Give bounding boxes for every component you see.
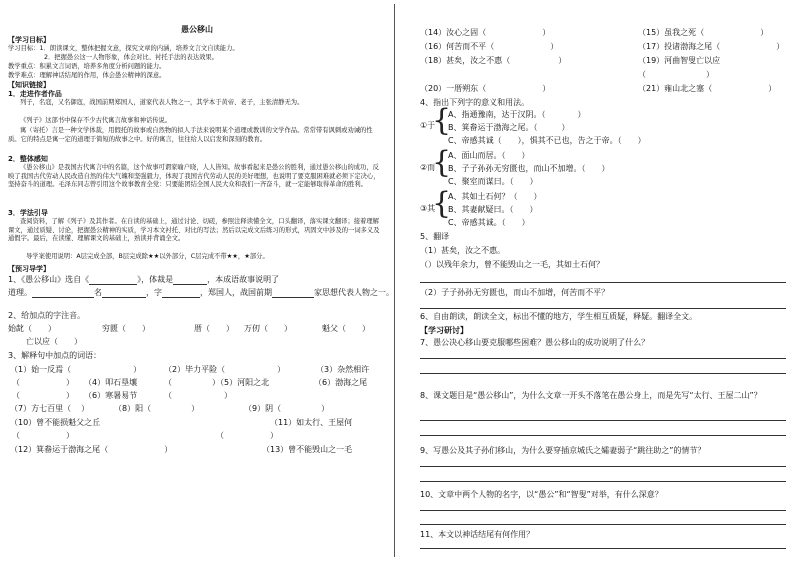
q11: 11、本文以神话结尾有何作用？	[420, 530, 535, 539]
word-item: （10）曾不能损魁父之丘	[10, 418, 101, 427]
usage-item[interactable]: C、帝感其诚（ ），惧其不已也，告之于帝。（ ）	[448, 136, 646, 145]
word-item: （9）阴（ ）	[244, 404, 330, 413]
word-item: （3）杂然相许	[316, 365, 370, 374]
word-item: （1）始一反焉（ ）	[10, 365, 142, 374]
pinyin-item[interactable]: 穷匮（ ）	[102, 324, 150, 333]
usage-item[interactable]: A、其如土石何？（ ）	[448, 192, 542, 201]
q5-heading: 5、翻译	[420, 232, 450, 241]
study-header: 【学习研讨】	[420, 326, 468, 335]
q7: 7、愚公决心移山要克服哪些困难？愚公移山的成功说明了什么？	[420, 338, 650, 347]
answer-line[interactable]	[420, 435, 786, 436]
blank-name[interactable]	[102, 289, 146, 298]
answer-line[interactable]	[420, 373, 786, 374]
q6: 6、自由朗读，朗读全文，标出不懂的地方，学生相互质疑，释疑。翻译全文。	[420, 312, 698, 321]
brace-icon: {	[432, 103, 452, 138]
preview-q2: 2、给加点的字注音。	[8, 311, 86, 320]
word-item: （17）投诸渤海之尾（ ）	[638, 42, 785, 51]
brace-icon: {	[432, 145, 452, 180]
word-item: （18）甚矣，汝之不惠（ ）	[420, 56, 567, 65]
page-title: 愚公移山	[181, 25, 213, 34]
usage-item[interactable]: A、指通豫南，达于汉阴。（ ）	[448, 110, 586, 119]
word-item: （19）河曲智叟亡以应	[638, 56, 721, 65]
column-divider	[394, 4, 395, 557]
translate-2: （2）子子孙孙无穷匮也，而山不加增，何苦而不平？	[420, 288, 610, 297]
preview-q1-line1: 1、《愚公移山》选自《 》，体裁是 ，本成语故事说明了	[8, 275, 280, 284]
usage-item[interactable]: A、面山而居。（ ）	[448, 151, 530, 160]
answer-slot[interactable]: （ ）	[12, 378, 74, 387]
word-item: （11）如太行、王屋何	[270, 418, 353, 427]
word-item: （4）叩石垦壤	[84, 378, 138, 387]
answer-slot[interactable]: （ ）	[12, 431, 74, 440]
preview-q1-line2: 道理。 名 ，字 ，郑国人，战国前期 家思想代表人物之一。	[8, 288, 394, 297]
word-item: （16）何苦而不平（ ）	[420, 42, 559, 51]
answer-line[interactable]	[420, 282, 786, 283]
answer-line[interactable]	[420, 524, 786, 525]
word-item: （7）方七百里（ ）	[10, 404, 90, 413]
word-item: （21）雍山北之塞（ ）	[638, 84, 777, 93]
word-item: （14）汝心之固（ ）	[420, 28, 551, 37]
links-section-3: 3．学法引导	[8, 209, 48, 217]
preview-q3: 3、解释句中加点的词语：	[8, 351, 102, 360]
goals-line-2: 2．把握愚公这一人物形象，体会对比、衬托手法的表达效果。	[44, 54, 219, 61]
answer-slot[interactable]: （ ）	[638, 70, 714, 79]
group-label-er: ②而	[420, 163, 436, 172]
blank-genre[interactable]	[173, 276, 207, 285]
goals-key-point: 教学重点：积累文言词语，培养多角度分析问题的能力。	[8, 63, 166, 70]
fable-paragraph: 寓（寄托）言是一种文学体裁，用假托的故事或自然物的拟人手法来说明某个道理或教训的文学作品。常常带有讽刺或劝诫的性质。它的特点是寓一定的道理于简短的故事之中。好的寓言，往往给人以启发和深刻的教育。	[8, 127, 373, 143]
translate-1: （1）甚矣，汝之不惠。	[420, 246, 506, 255]
blank-lesson[interactable]	[32, 289, 94, 298]
usage-guide: 导学案使用说明：A层完成全部，B层完成除★★以外部分，C层完成不带★★，★部分。	[26, 253, 269, 260]
author-paragraph: 列子，名寇，又名御寇，战国前期郑国人，道家代表人物之一，其学本于黄帝、老子，主张清静无为。	[20, 99, 304, 106]
word-item: （6）寒暑易节	[84, 391, 138, 400]
links-header: 【知识链接】	[8, 81, 50, 89]
word-item: （12）箕畚运于渤海之尾（ ）	[10, 445, 173, 454]
answer-line[interactable]	[420, 466, 786, 467]
blank-source[interactable]	[89, 276, 137, 285]
pinyin-item[interactable]: 厝（ ）	[194, 324, 234, 333]
answer-slot[interactable]: （ ）	[216, 431, 278, 440]
overview-paragraph: 《愚公移山》是我国古代寓言中的名篇，这个故事可谓家喻户晓，人人皆知。故事看起来是愚公的胜利，通过愚公移山的成功，反映了我国古代劳动人民改造自然的伟大气魄和坚强毅力，体现了我国古代劳动人民的美好理想，也说明了要克服困难就必须下定决心，坚持奋斗的道理。毛泽东同志曾引用这个故事教育全党：只要能团结全国人民大众和我们一齐奋斗，就一定能够取得革命的胜利。	[8, 164, 380, 189]
blank-school[interactable]	[272, 289, 314, 298]
translate-1b: （）以残年余力，曾不能毁山之一毛，其如土石何？	[420, 260, 604, 269]
links-section-1: 1．走进作者作品	[8, 90, 62, 98]
answer-line[interactable]	[420, 481, 786, 482]
answer-line[interactable]	[420, 420, 786, 421]
goals-header: 【学习目标】	[8, 36, 50, 44]
answer-line[interactable]	[420, 358, 786, 359]
word-item: （15）虽我之死（ ）	[638, 28, 769, 37]
method-paragraph: 查阅资料，了解《列子》及其作者。在自读的基础上，通过讨论、切磋，参照注释读懂全文，口头翻译，落实课文翻译；接着理解课文，通过质疑、讨论，把握愚公精神的实质，学习本文衬托、对比的写法；然后以完成文后练习的形式，巩固文中涉及的一词多义及通假字。最后，在读懂、理解课文的基础上，熟读并背诵全文。	[8, 218, 380, 243]
usage-item[interactable]: C、聚室而谋曰。（ ）	[448, 177, 538, 186]
q9: 9、写愚公及其子孙们移山，为什么要穿插京城氏之孀妻弱子“跳往助之”的情节？	[420, 446, 706, 455]
links-section-2: 2．整体感知	[8, 155, 48, 163]
answer-slot[interactable]: （ ）	[164, 391, 232, 400]
usage-item[interactable]: B、子子孙孙无穷匮也，而山不加增。（ ）	[448, 164, 610, 173]
q10: 10、文章中两个人物的名字，以“愚公”和“智叟”对举，有什么深意？	[420, 490, 663, 499]
group-label-qi: ③其	[420, 204, 436, 213]
pinyin-item[interactable]: 万仞（ ）	[244, 324, 292, 333]
pinyin-item[interactable]: 亡以应（ ）	[26, 337, 82, 346]
preview-header: 【预习导学】	[8, 265, 50, 273]
usage-item[interactable]: B、其妻献疑曰。（ ）	[448, 205, 538, 214]
brace-icon: {	[432, 186, 452, 221]
answer-slot[interactable]: （ ）	[12, 391, 74, 400]
group-label-yu: ①于	[420, 121, 436, 130]
pinyin-item[interactable]: 魁父（ ）	[322, 324, 370, 333]
q4-heading: 4、指出下列字的意义和用法。	[420, 98, 530, 107]
q8: 8、课文题目是“愚公移山”，为什么文章一开头不落笔在愚公身上，而是先写“太行、王屋二山”？	[420, 391, 762, 400]
book-paragraph: 《列子》这部书中保存不少古代寓言故事和神话传说。	[20, 117, 172, 124]
word-item: （2）毕力平险（ ）	[164, 365, 286, 374]
usage-item[interactable]: B、箕畚运于渤海之尾。（ ）	[448, 123, 570, 132]
word-item: （13）曾不能毁山之一毛	[262, 445, 353, 454]
usage-item[interactable]: C、帝感其诚。（ ）	[448, 218, 530, 227]
blank-courtesy-name[interactable]	[162, 289, 200, 298]
answer-line[interactable]	[420, 548, 786, 549]
word-item: （8）阳（ ）	[114, 404, 200, 413]
answer-line[interactable]	[420, 510, 786, 511]
word-item: （20）一厝朔东（ ）	[420, 84, 551, 93]
word-item: （ ）（5）河阳之北	[164, 378, 270, 387]
answer-line[interactable]	[420, 308, 786, 309]
word-item: （6）渤海之尾	[314, 378, 368, 387]
goals-difficulty: 教学难点：理解神话结尾的作用，体会愚公精神的深意。	[8, 72, 166, 79]
pinyin-item[interactable]: 始龀（ ）	[8, 324, 56, 333]
goals-line-1: 学习目标：1．朗读课文，整体把握文意，探究文章的内涵，培养文言文自读能力。	[8, 45, 239, 52]
